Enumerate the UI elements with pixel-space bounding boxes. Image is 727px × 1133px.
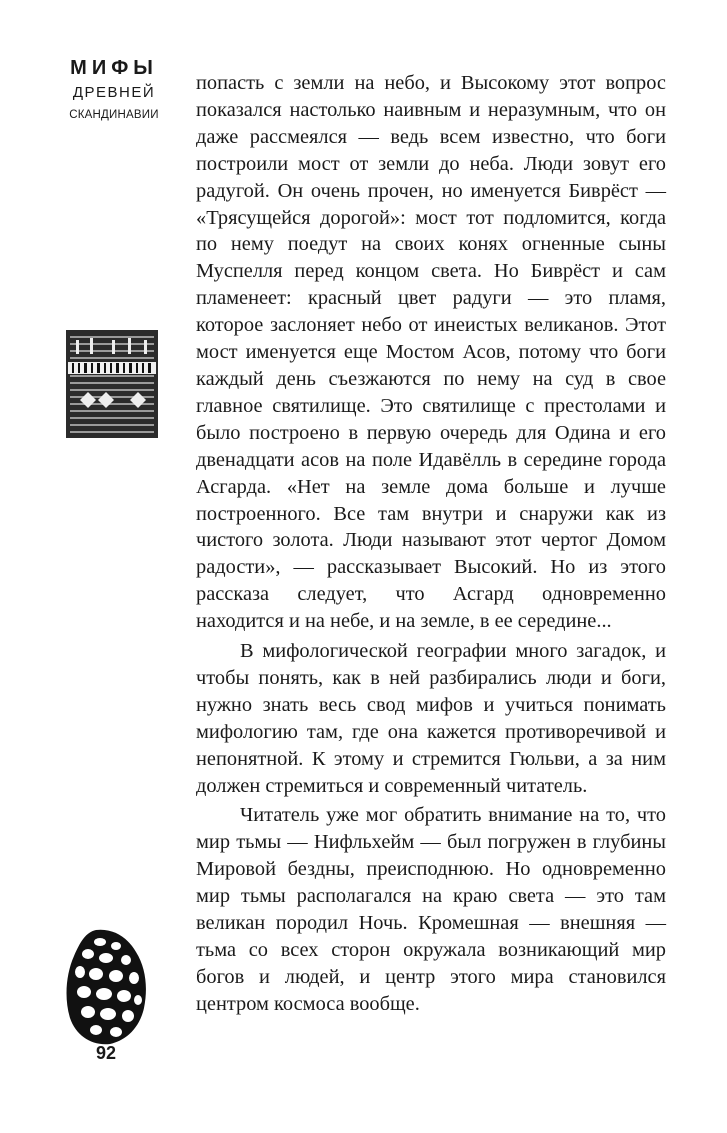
header-subtitle-1: ДРЕВНЕЙ xyxy=(72,84,156,101)
paragraph: Читатель уже мог обратить внимание на то, что мир тьмы — Нифльхейм — был погружен в глубины Мировой бездны, преисподнюю. Но одновременно мир тьмы располагался на краю света — это там великан породил Ночь. Кромешная — внешняя — тьма со всех сторон окружала возникающий мир богов и людей, и центр этого мира становился центром космоса вообще. xyxy=(196,804,666,1015)
header-title: МИФЫ xyxy=(70,57,158,79)
running-header xyxy=(62,56,166,124)
paragraph: попасть с земли на небо, и Высокому этот вопрос показался настолько наивным и неразумным, что он даже рассмеялся — ведь всем известно, что боги построили мост от земли до неба. Люди зовут его радугой. Он очень прочен, но именуется Биврёст — «Трясущейся дорогой»: мост тот подломится, когда по нему поедут на своих конях огненные сыны Муспелля перед концом света. Но Биврёст и сам пламенеет: красный цвет радуги — это пламя, которое заслоняет небо от инеистых великанов. Этот мост именуется еще Мостом Асов, потому что боги каждый день съезжаются по нему на суд в свое главное святилище. Это святилище с престолами и было построено в первую очередь для Одина и его двенадцати асов на поле Идавёлль в середине города Асгарда. «Нет на земле дома больше и лучше построенного. Все там внутри и снаружи как из чистого золота. Люди называют этот чертог Домом радости», — рассказывает Высокий. Но из этого рассказа следует, что Асгард одновременно находится и на небе, и на земле, в ее середине... xyxy=(196,72,666,633)
runic-ornament-icon xyxy=(66,330,158,438)
header-subtitle-2: СКАНДИНАВИИ xyxy=(69,109,159,121)
paragraph: В мифологической географии много загадок, и чтобы понять, как в ней разбирались люди и боги, нужно знать весь свод мифов и учиться понимать мифологию там, где она кажется противоречивой и непонятной. К этому и стремится Гюльви, а за ним должен стремиться и современный читатель. xyxy=(196,640,666,797)
page-number: 92 xyxy=(96,1043,117,1063)
shell-ornament-icon xyxy=(66,928,148,1046)
body-text xyxy=(196,70,666,1018)
